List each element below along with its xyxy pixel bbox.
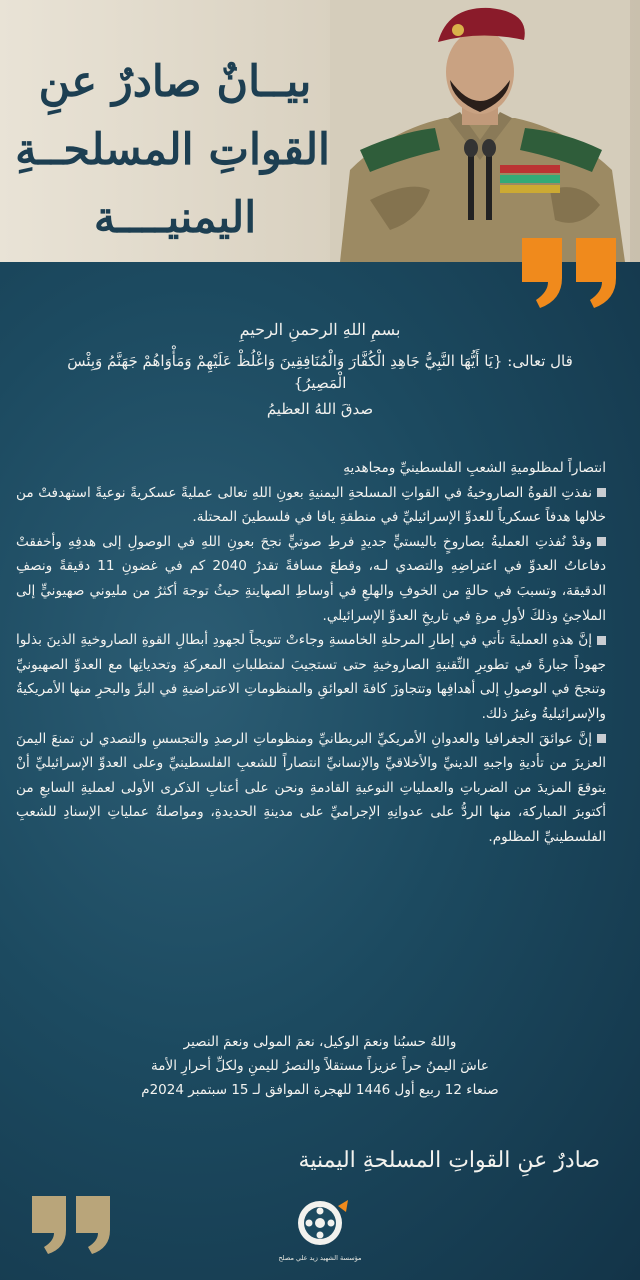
paragraph: [16, 727, 606, 850]
signature: صادرٌ عنِ القواتِ المسلحةِ اليمنية: [298, 1148, 600, 1173]
paragraph: [16, 481, 606, 530]
square-bullet-icon: [597, 734, 606, 743]
header-title-line-2: القواتِ المسلحــةِ: [15, 125, 330, 175]
film-reel-logo-icon: [288, 1196, 352, 1250]
quran-verse: قال تعالى: {يَا أَيُّهَا النَّبِيُّ جَاهِدِ الْكُفَّارَ وَالْمُنَافِقِينَ وَاغْلُظْ عَلَيْهِمْ وَمَأْوَاهُمْ جَهَنَّمُ وَبِئْسَ الْمَصِيرُ}: [67, 352, 573, 392]
square-bullet-icon: [597, 636, 606, 645]
intro-line: انتصاراً لمظلوميةِ الشعبِ الفلسطينيِّ ومجاهديهِ: [343, 460, 606, 476]
closing-block: [40, 1030, 600, 1102]
paragraph: [16, 628, 606, 726]
tan-quote-icon: [30, 1196, 114, 1254]
closing-line-1: واللهُ حسبُنا ونعمَ الوكيل، نعمَ المولى ونعمَ النصير: [183, 1034, 457, 1050]
paragraph-text: إنَّ عوائقَ الجغرافيا والعدوانِ الأمريكيِّ البريطانيِّ ومنظوماتِ الرصدِ والتجسسِ والتصدي لن تمنعَ اليمنَ العزيزَ من تأديةِ واجبهِ الدينيِّ والأخلاقيِّ والإنسانيِّ انتصاراً للشعبِ الفلسطينيِّ وعلى العدوِّ الإسرائيليِّ أنْ يتوقعَ المزيدَ من الضرباتِ والعملياتِ النوعيةِ القادمةِ ونحن على أعتابِ الذكرى الأولى لعمليةِ السابعِ من أكتوبرَ المباركة، منها الردُّ على عدوانِهِ الإجراميِّ على مدينةِ الحديدةِ، ومواصلةُ عملياتِ الإسنادِ للشعبِ الفلسطينيِّ المظلوم.: [16, 730, 606, 845]
closing-line-2: عاشَ اليمنُ حراً عزيزاً مستقلاً والنصرُ لليمنِ ولكلِّ أحرارِ الأمة: [151, 1058, 489, 1074]
paragraph-text: نفذتِ القوةُ الصاروخيةُ في القواتِ المسلحةِ اليمنيةِ بعونِ اللهِ تعالى عمليةً عسكريةً نوعيةً استهدفتْ من خلالها هدفاً عسكرياً للعدوِّ الإسرائيليِّ في منطقةِ يافا في فلسطينَ المحتلة.: [16, 484, 606, 526]
paragraph-text: إنَّ هذهِ العمليةَ تأتي في إطارِ المرحلةِ الخامسةِ وجاءتْ تتويجاً لجهودِ أبطالِ القوةِ الصاروخيةِ الذينَ بذلوا جهوداً جبارةً في تطويرِ التِّقنيةِ الصاروخيةِ حتى تستجيبَ لمتطلباتِ المعركةِ وتحدياتِها مع العدوِّ الصهيونيِّ وتنجحَ في الوصولِ إلى أهدافِها وتتجاوزَ كافةَ العوائقِ والمنظوماتِ الاعتراضيةِ في البرِّ والبحرِ منها الأمريكيةُ والإسرائيليةُ وغيرُ ذلك.: [16, 632, 606, 722]
square-bullet-icon: [597, 488, 606, 497]
paragraph-text: وقدْ نُفذتِ العمليةُ بصاروخٍ باليستيٍّ جديدٍ فرطِ صوتيٍّ نجحَ بعونِ اللهِ في الوصولِ إلى هدفِهِ وأخفقتْ دفاعاتُ العدوِّ في اعتراضِهِ والتصدي لـه، وقطعَ مسافةً تقدرُ 2040 كم في غضونِ 11 دقيقةً ونصفِ الدقيقة، وتسببَ في حالةٍ من الخوفِ والهلعِ في أوساطِ الصهاينةِ حيثُ توجهَ أكثرُ من مليوني صهيونيٍّ إلى الملاجئِ وذلكَ لأولِ مرةٍ في تاريخِ العدوِّ الإسرائيلي.: [16, 533, 606, 624]
date-line: صنعاء 12 ربيع أول 1446 للهجرة الموافق لـ 15 سبتمبر 2024م: [141, 1082, 499, 1098]
basmala: بسمِ اللهِ الرحمنِ الرحيمِ: [239, 320, 401, 339]
logo-caption: مؤسسة الشهيد زيد علي مصلح: [278, 1254, 362, 1262]
header-banner: [0, 0, 640, 262]
spokesperson-portrait: [330, 0, 630, 262]
logo: [272, 1196, 368, 1276]
statement-text: [16, 456, 606, 850]
header-title: [15, 48, 330, 252]
header-title-line-3: اليمنيــــة: [93, 193, 257, 243]
header-title-line-1: بيــانٌ صادرٌ عنِ: [38, 57, 312, 107]
sadaq-line: صدقَ اللهُ العظيمُ: [266, 400, 374, 418]
square-bullet-icon: [597, 537, 606, 546]
paragraph: [16, 530, 606, 628]
orange-quote-icon: [518, 238, 622, 308]
